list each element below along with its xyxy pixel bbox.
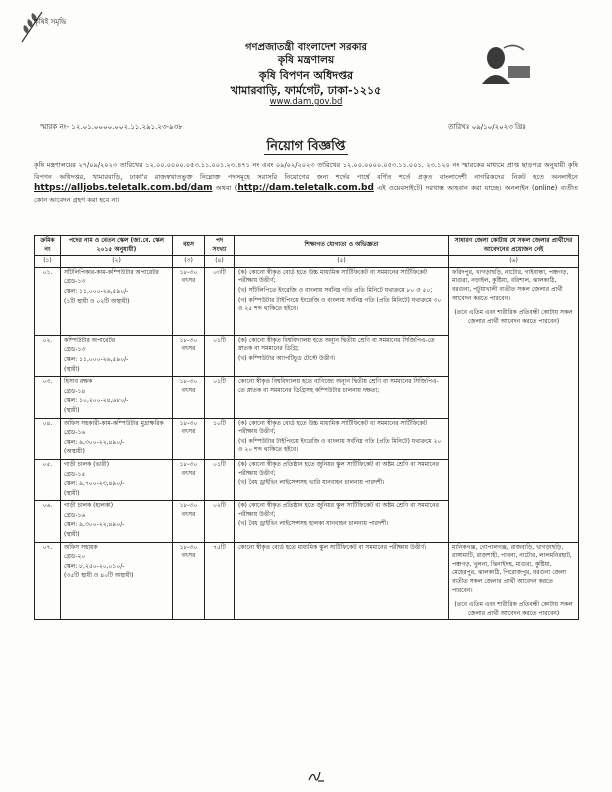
- post-note: (স্থায়ী): [64, 489, 80, 497]
- row-post: [61, 459, 173, 500]
- header-qualification: শিক্ষাগত যোগ্যতা ও অভিজ্ঞতা: [235, 236, 449, 256]
- row-count: ০২টি: [205, 501, 235, 542]
- row-post: [61, 267, 173, 335]
- colnum: (১): [35, 256, 61, 268]
- column-number-row: [35, 256, 579, 268]
- qualification-item: (ক) কোনো স্বীকৃত প্রতিষ্ঠান হতে জুনিয়র স্কুল সার্টিফিকেট বা অষ্টম শ্রেণি বা সমমানের পরীক্ষায় উত্তীর্ণ;: [238, 460, 439, 477]
- qualification-item: (ক) কোনো স্বীকৃত প্রতিষ্ঠান হতে জুনিয়র স্কুল সার্টিফিকেট বা অষ্টম শ্রেণি বা সমমানের পরীক্ষায় উত্তীর্ণ;: [238, 502, 439, 518]
- row-qualification: [235, 418, 449, 459]
- government-name: গণপ্রজাতন্ত্রী বাংলাদেশ সরকার: [245, 42, 367, 53]
- post-note: (স্থায়ী): [64, 406, 80, 414]
- header-districts: সাধারণ জেলা কোটায় যে সকল জেলার প্রার্থীদের আবেদনের প্রয়োজন নেই: [449, 236, 579, 256]
- post-grade: গ্রেড-১৪: [64, 387, 86, 395]
- row-post: [61, 542, 173, 620]
- colnum: (৫): [235, 256, 449, 268]
- department-name: কৃষি বিপণন অধিদপ্তর: [258, 69, 354, 82]
- post-grade: গ্রেড-১৬: [64, 429, 86, 437]
- post-grade: গ্রেড-১৩: [64, 346, 86, 354]
- row-post: [61, 418, 173, 459]
- row-serial: ০৬.: [35, 501, 61, 542]
- post-scale: স্কেল: ৯,৩০০-২২,৪৯০/-: [64, 438, 125, 446]
- page-signature-mark: [306, 768, 326, 784]
- row-age: ১৮-৩০ বৎসর: [173, 418, 205, 459]
- jobs-table: [34, 235, 579, 620]
- header-serial: ক্রমিক নং: [35, 236, 61, 256]
- row-post: [61, 501, 173, 542]
- qualification-item: (খ) কম্পিউটার অ্যাপটিচুড টেস্টে উত্তীর্ণ।: [238, 354, 336, 362]
- intro-text-3: এই ওয়েবসাইটে) দরখাস্ত আহবান করা যাচ্ছে। অনলাইন (online) ব্যতীত কোন আবেদন গ্রহণ করা হবে না।: [34, 184, 578, 204]
- qualification-item: (ক) কোনো স্বীকৃত বিশ্ববিদ্যালয় হতে অন্যূন দ্বিতীয় শ্রেণি বা সমমানের সিজিপিএ-তে স্নাতক বা সমমানের ডিগ্রি;: [238, 336, 435, 353]
- post-post: হিসাব রক্ষক: [64, 378, 93, 386]
- qualification-item: (খ) বৈধ ড্রাইভিং লাইসেন্সসহ ভারি যানবাহন চালনায় পারদর্শী।: [238, 479, 385, 487]
- row-qualification: [235, 459, 449, 500]
- districts-text: মানিকগঞ্জ, গোপালগঞ্জ, রাজবাড়ি, খাগড়াছড়ি, রাঙ্গামাটি, রাজশাহী, পাবনা, নাটোর, লালমনিরহাট, পঞ্চগড়, খুলনা, ঝিনাইদহ, মাগুরা, কুষ্টিয়া, মেহেরপুর, ঝালকাঠি, পিরোজপুর, বরগুনা জেলা ব্যতীত সকল জেলার প্রার্থী আবেদন করতে পারবেন।: [452, 543, 572, 594]
- header-count: পদ সংখ্যা: [205, 236, 235, 256]
- row-age: ১৮-৩০ বৎসর: [173, 267, 205, 335]
- row-districts: [449, 267, 579, 542]
- ministry-name: কৃষি মন্ত্রণালয়: [277, 54, 335, 66]
- intro-text-2: অথবা (: [215, 184, 238, 192]
- qualification-item: (ক) কোনো স্বীকৃত বোর্ড হতে উচ্চ মাধ্যমিক সার্টিফিকেট বা সমমানের সার্টিফিকেট পরীক্ষায় উত্তীর্ণ;: [238, 268, 428, 285]
- row-count: ৭৫টি: [205, 542, 235, 620]
- table-row: [35, 267, 579, 335]
- post-note: (৩৫টি স্থায়ী ও ৪০টি অস্থায়ী): [64, 572, 134, 580]
- colnum: (৬): [449, 256, 579, 268]
- post-note: (স্থায়ী): [64, 365, 80, 373]
- row-serial: ০১.: [35, 267, 61, 335]
- row-serial: ০৭.: [35, 542, 61, 620]
- row-serial: ০২.: [35, 335, 61, 376]
- post-grade: গ্রেড-১৫: [64, 470, 86, 478]
- qualification-item: (খ) সাঁটলিপিতে ইংরেজি ও বাংলায় সর্বনিম্ন গতি প্রতি মিনিটে যথাক্রমে ৮০ ও ৫০;: [238, 286, 433, 294]
- intro-text-1: কৃষি মন্ত্রণালয়ের ২৭/০৯/২০২৩ তারিখের ১২.০০.০০০০.০৫৩.১১.০০১.২৩.৪৭১ নং এবং ০৯/০২/২০২৩ তারিখের ১২.০০.০০০০.০৫৩.১১.০০১. ২৩.১২০ নং স্মারকের মাধ্যমে প্রাপ্ত ছাড়পত্র অনুযায়ী কৃষি বিপণন অধিদপ্তর, খামারবাড়ি, ঢাকা'র রাজস্বখাতভুক্ত নিম্নোক্ত পদসমূহে সরাসরি নিয়োগের জন্য শর্দের পার্শ্বে বর্ণিত শর্তে প্রকৃত বাংলাদেশী নাগরিকদের নিকট হতে অনলাইনে: [34, 161, 578, 181]
- post-scale: স্কেল: ৯,৩০০-২২,৪৯০/-: [64, 521, 125, 529]
- memo-date: তারিখঃ ০৯/১০/২০২৩ খ্রিঃ: [448, 123, 526, 131]
- row-count: ০১টি: [205, 335, 235, 376]
- logo-slogan: কৃষিই সমৃদ্ধি: [34, 18, 67, 26]
- colnum: (৪): [205, 256, 235, 268]
- row-qualification: [235, 377, 449, 418]
- post-post: কম্পিউটার অপারেটর: [64, 336, 116, 344]
- row-qualification: [235, 335, 449, 376]
- row-serial: ০৫.: [35, 459, 61, 500]
- row-serial: ০৩.: [35, 377, 61, 418]
- row-count: ১০টি: [205, 418, 235, 459]
- districts-note: (তবে এতিম এবং শারীরিক প্রতিবন্ধী কোটায় সকল জেলার প্রার্থী আবেদন করতে পারবেন): [454, 309, 573, 325]
- alljobs-link[interactable]: https://alljobs.teletalk.com.bd/dam: [34, 183, 213, 193]
- row-count: ০১টি: [205, 377, 235, 418]
- qualification-item: (ক) কোনো স্বীকৃত বোর্ড হতে উচ্চ মাধ্যমিক সার্টিফিকেট বা সমমানের সার্টিফিকেট পরীক্ষায় উত্তীর্ণ;: [238, 419, 428, 436]
- colnum: (৩): [173, 256, 205, 268]
- header-post: পদের নাম ও বেতন স্কেল (জা.বে. স্কেল ২০১৫ অনুযায়ী): [61, 236, 173, 256]
- post-grade: গ্রেড-২০: [64, 553, 86, 561]
- post-scale: স্কেল: ৯,৭০০-২৩,৪৯০/-: [64, 480, 125, 488]
- qualification-item: কোনো স্বীকৃত বিশ্ববিদ্যালয় হতে বাণিজ্যে অন্যূন দ্বিতীয় শ্রেণি বা সমমানের সিজিপিএ-তে স্নাতক বা সমমানের ডিগ্রিসহ কম্পিউটার চালনায় দক্ষতা;: [238, 378, 439, 394]
- row-qualification: [235, 267, 449, 335]
- row-age: ১৮-৩০ বৎসর: [173, 501, 205, 542]
- post-note: (১টি স্থায়ী ও ০২টি অস্থায়ী): [64, 297, 130, 305]
- department-address: খামারবাড়ি, ফার্মগেট, ঢাকা-১২১৫: [230, 84, 382, 97]
- post-scale: স্কেল: ১১,০০০-২৬,৫৯০/-: [64, 355, 129, 363]
- post-grade: গ্রেড-১৬: [64, 511, 86, 519]
- intro-paragraph: [34, 160, 578, 206]
- row-count: ০৩টি: [205, 267, 235, 335]
- post-post: গাড়ী চালক (ভারী): [64, 460, 110, 468]
- row-age: ১৮-৩০ বৎসর: [173, 377, 205, 418]
- qualification-item: (খ) বৈধ ড্রাইভিং লাইসেন্সসহ হালকা যানবাহন চালনায় পারদর্শী।: [238, 520, 389, 528]
- table-header-row: [35, 236, 579, 256]
- row-age: ১৮-৩০ বৎসর: [173, 459, 205, 500]
- post-note: (স্থায়ী): [64, 531, 80, 539]
- memo-number: স্মারক নং- ১২.০১.০০০০.০০২.১১.২৯১.২৩-৯৩৮: [40, 123, 183, 131]
- page-title: [0, 137, 612, 158]
- row-serial: ০৪.: [35, 418, 61, 459]
- districts-note: (তবে এতিম এবং শারীরিক প্রতিবন্ধী কোটায় সকল জেলার প্রার্থী আবেদন করতে পারবেন): [454, 601, 573, 617]
- row-districts: [449, 542, 579, 620]
- table-row: [35, 542, 579, 620]
- row-qualification: [235, 542, 449, 620]
- website-link[interactable]: www.dam.gov.bd: [269, 97, 343, 107]
- post-scale: স্কেল: ৮,২৫০-২০,০১০/-: [64, 562, 125, 570]
- row-age: ১৮-৩০ বৎসর: [173, 542, 205, 620]
- title-text: নিয়োগ বিজ্ঞপ্তি: [264, 139, 349, 155]
- qualification-item: কোনো স্বীকৃত বোর্ড হতে মাধ্যমিক স্কুল সার্টিফিকেট বা সমমানের পরীক্ষায় উত্তীর্ণ।: [238, 543, 427, 551]
- post-note: (অস্থায়ী): [64, 448, 85, 456]
- qualification-item: (খ) কম্পিউটার টাইপিংয়ে ইংরেজি ও বাংলায় সর্বনিম্ন গতি (প্রতি মিনিটে) যথাক্রমে ২০ ও ২০ শব্দ থাকিতে হইবে।: [238, 437, 442, 454]
- post-post: সাঁটলিপিকার-কাম-কম্পিউটার অপারেটর: [64, 268, 159, 276]
- header-age: বয়স: [173, 236, 205, 256]
- post-scale: স্কেল: ১০,২০০-২৪,৬৮০/-: [64, 397, 129, 405]
- teletalk-link[interactable]: http://dam.teletalk.com.bd: [237, 183, 374, 193]
- row-age: ১৮-৩০ বৎসর: [173, 335, 205, 376]
- post-post: গাড়ী চালক (হালকা): [64, 502, 114, 510]
- row-qualification: [235, 501, 449, 542]
- districts-text: ফরিদপুর, খাগড়াছড়ি, নাটোর, গাইবান্ধা, পঞ্চগড়, মাগুরা, নড়াইল, কুষ্টিয়া, বরিশাল, ঝালকাঠি, বরগুনা, পটুয়াখালী ব্যতীত সকল জেলার প্রার্থী আবেদন করতে পারবেন।: [452, 268, 569, 302]
- post-grade: গ্রেড-১৩: [64, 278, 86, 286]
- post-post: অফিস সহকারী-কাম-কম্পিউটার মুদ্রাক্ষরিক: [64, 419, 164, 427]
- colnum: (২): [61, 256, 173, 268]
- row-post: [61, 335, 173, 376]
- post-post: অফিস সহায়ক: [64, 543, 98, 551]
- row-count: ০১টি: [205, 459, 235, 500]
- row-post: [61, 377, 173, 418]
- post-scale: স্কেল: ১১,০০০-২৬,৫৯০/-: [64, 287, 129, 295]
- qualification-item: (গ) কম্পিউটার টাইপিংয়ে ইংরেজি ও বাংলায় সর্বনিম্ন গতি (প্রতি মিনিটে) যথাক্রমে ৩০ ও ২৫ শব্দ থাকিতে হইবে।: [238, 296, 442, 313]
